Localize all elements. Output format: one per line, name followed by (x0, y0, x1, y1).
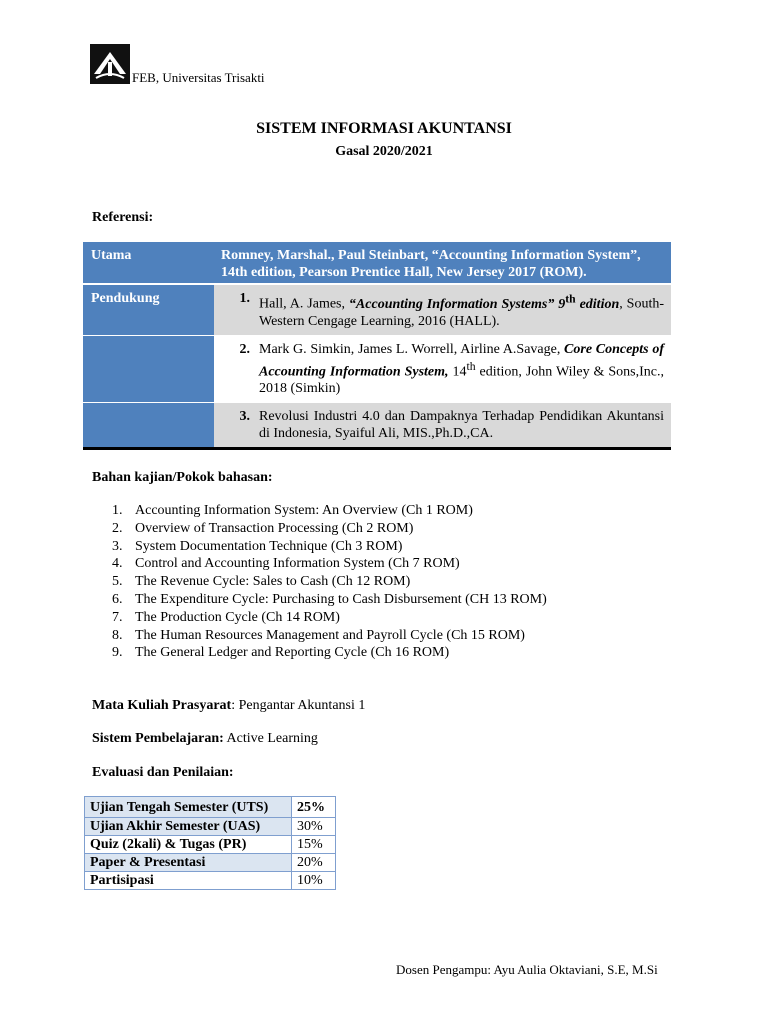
table-row (85, 854, 336, 872)
prerequisite-value: Pengantar Akuntansi 1 (238, 698, 366, 713)
reference-text: Mark G. Simkin, James L. Worrell, Airline A.Savage, Core Concepts of Accounting Information System, 14th edition, John Wiley & Sons,Inc., 2018 (Simkin) (259, 341, 664, 397)
evaluation-component: Ujian Tengah Semester (UTS) (85, 797, 292, 818)
reference-row (83, 335, 671, 403)
table-row (85, 872, 336, 890)
reference-item (221, 341, 664, 398)
topics-list (112, 502, 547, 662)
table-row (85, 797, 336, 818)
evaluation-table (84, 796, 336, 890)
reference-cell (214, 284, 671, 335)
evaluation-weight: 20% (292, 854, 336, 872)
lecturer-signature-line: Dosen Pengampu: Ayu Aulia Oktaviani, S.E, M.Si (396, 962, 658, 977)
reference-category-utama: Utama (83, 242, 214, 284)
references-table (83, 242, 671, 450)
list-item: 1. Accounting Information System: An Overview (Ch 1 ROM) (112, 503, 473, 518)
reference-item (221, 290, 664, 330)
evaluation-weight: 10% (292, 872, 336, 890)
evaluation-weight: 25% (292, 797, 336, 818)
reference-text: Revolusi Industri 4.0 dan Dampaknya Terhadap Pendidikan Akuntansi di Indonesia, Syaiful Ali, MIS.,Ph.D.,CA. (259, 409, 664, 442)
list-item: 8. The Human Resources Management and Payroll Cycle (Ch 15 ROM) (112, 627, 525, 643)
evaluation-weight: 15% (292, 836, 336, 854)
evaluation-component: Ujian Akhir Semester (UAS) (85, 818, 292, 836)
prerequisite-label: Mata Kuliah Prasyarat (92, 698, 232, 713)
reference-number: 2. (239, 341, 250, 357)
references-heading: Referensi: (92, 210, 154, 225)
university-logo-icon (90, 44, 130, 84)
reference-row (83, 403, 671, 449)
document-title: SISTEM INFORMASI AKUNTANSI (256, 120, 512, 137)
reference-number: 1. (239, 291, 250, 306)
list-item: 7. The Production Cycle (Ch 14 ROM) (112, 609, 340, 625)
topics-heading: Bahan kajian/Pokok bahasan: (92, 470, 273, 485)
reference-cell (214, 403, 671, 449)
evaluation-weight: 30% (292, 818, 336, 836)
list-item: 9. The General Ledger and Reporting Cycle (Ch 16 ROM) (112, 645, 450, 661)
reference-number: 3. (239, 409, 250, 425)
list-item: 2. Overview of Transaction Processing (Ch 2 ROM) (112, 520, 414, 536)
table-row (85, 818, 336, 836)
reference-cell (214, 335, 671, 403)
reference-item (221, 408, 664, 442)
learning-system-value: Active Learning (226, 731, 318, 746)
reference-utama-text: Romney, Marshal., Paul Steinbart, “Accounting Information System”, 14th edition, Pearson Prentice Hall, New Jersey 2017 (ROM). (214, 242, 671, 284)
reference-text: Hall, A. James, “Accounting Information Systems” 9th edition, South-Western Cengage Learning, 2016 (HALL). (259, 292, 665, 329)
document-subtitle: Gasal 2020/2021 (335, 144, 433, 159)
evaluation-component: Paper & Presentasi (85, 854, 292, 872)
evaluation-heading: Evaluasi dan Penilaian: (92, 765, 234, 780)
evaluation-component: Partisipasi (85, 872, 292, 890)
list-item: 3. System Documentation Technique (Ch 3 ROM) (112, 538, 403, 554)
list-item: 6. The Expenditure Cycle: Purchasing to Cash Disbursement (CH 13 ROM) (112, 591, 547, 607)
learning-system-row (92, 731, 318, 747)
list-item: 4. Control and Accounting Information System (Ch 7 ROM) (112, 556, 460, 572)
evaluation-component: Quiz (2kali) & Tugas (PR) (85, 836, 292, 854)
reference-row-utama (83, 242, 671, 284)
prerequisite-row: Mata Kuliah Prasyarat: Pengantar Akuntansi 1 (92, 698, 366, 713)
learning-system-label: Sistem Pembelajaran: (92, 731, 224, 746)
list-item: 5. The Revenue Cycle: Sales to Cash (Ch 12 ROM) (112, 574, 411, 590)
table-row (85, 836, 336, 854)
institution-name: FEB, Universitas Trisakti (132, 70, 265, 85)
reference-row (83, 284, 671, 335)
reference-category-pendukung: Pendukung (83, 284, 214, 335)
